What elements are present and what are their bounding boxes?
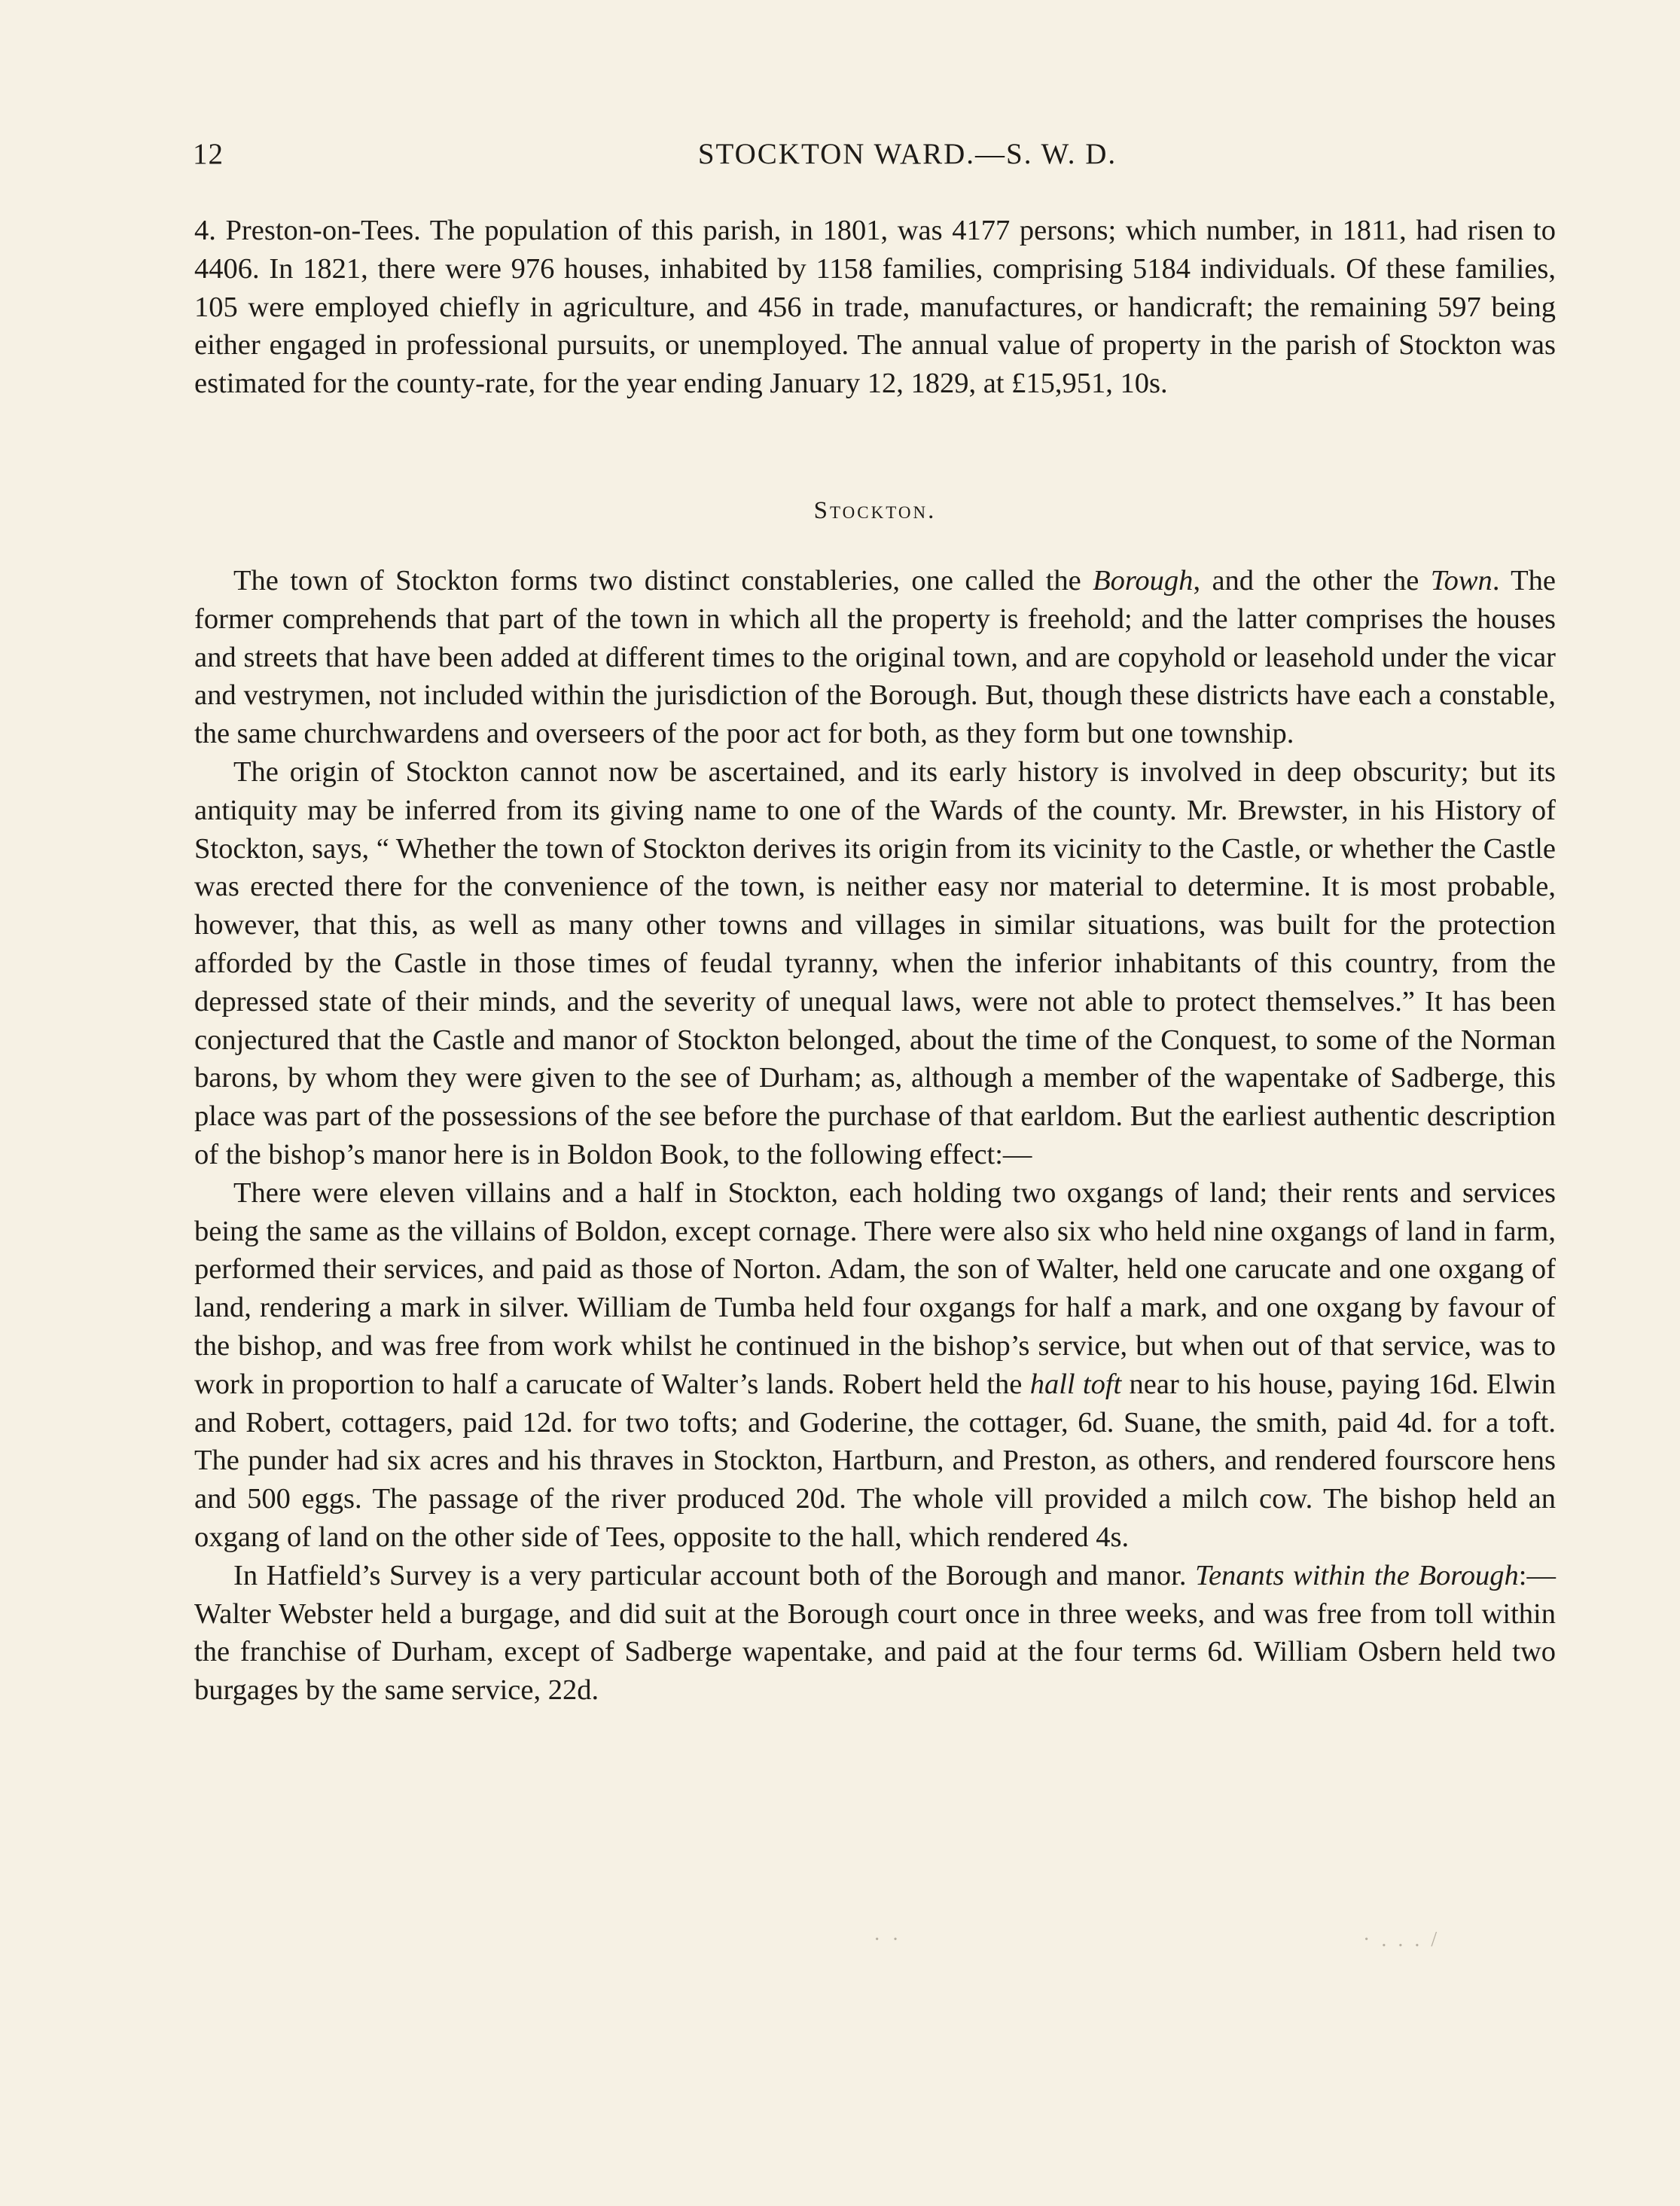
p3-text-b: near to his house, paying 16d. Elwin and Robert, cottagers, paid 12d. for two tofts; and Goderine, the cottager, 6d. Suane, the smith, paid 4d. for a toft. The punder had six acres and his thraves in Stockton, Hartburn, and Preston, as others, and rendered fourscore hens and 500 eggs. The passage of the river produced 20d. The whole vill provided a milch cow. The bishop held an oxgang of land on the other side of Tees, opposite to the hall, which rendered 4s. (194, 1368, 1556, 1553)
bleed-through-mark: · . . . / (1363, 1928, 1441, 1951)
p1-text-b: , and the other the (1193, 565, 1431, 597)
page-number: 12 (193, 138, 224, 170)
paragraph-origin: The origin of Stockton cannot now be ascertained, and its early history is involved in deep obscurity; but its antiquity may be inferred from its giving name to one of the Wards of the county. Mr. Brewster, in his History of Stockton, says, “ Whether the town of Stockton derives its origin from its vicinity to the Castle, or whether the Castle was erected there for the convenience of the town, is neither easy nor material to determine. It is most probable, however, that this, as well as many other towns and villages in similar situations, was built for the protection afforded by the Castle in those times of feudal tyranny, when the inferior inhabitants of this country, from the depressed state of their minds, and the severity of unequal laws, were not able to protect themselves.” It has been conjectured that the Castle and manor of Stockton belonged, about the time of the Conquest, to some of the Norman barons, by whom they were given to the see of Durham; as, although a member of the wapentake of Sadberge, this place was part of the possessions of the see before the purchase of that earldom. But the earliest authentic description of the bishop’s manor here is in Boldon Book, to the following effect:— (194, 755, 1556, 1170)
intro-paragraph: 4. Preston-on-Tees. The population of this parish, in 1801, was 4177 persons; which number, in 1811, had risen to 4406. In 1821, there were 976 houses, inhabited by 1158 families, comprising 5184 individuals. Of these families, 105 were employed chiefly in agriculture, and 456 in trade, manufactures, or handicraft; the remaining 597 being either engaged in professional pursuits, or unemployed. The annual value of property in the parish of Stockton was estimated for the county-rate, for the year ending January 12, 1829, at £15,951, 10s. (194, 215, 1556, 400)
p1-text-a: The town of Stockton forms two distinct constableries, one called the (233, 565, 1093, 597)
tenants-heading: Tenants within the Borough (1195, 1559, 1519, 1591)
paragraph-constableries (194, 562, 1556, 753)
bleed-through-mark: · · (874, 1928, 902, 1951)
hall-toft-term: hall toft (1029, 1368, 1122, 1400)
p4-text-b: :—Walter Webster held a burgage, and did suit at the Borough court once in three weeks, and was free from toll within the franchise of Durham, except of Sadberge wapentake, and paid at the four terms 6d. William Osbern held two burgages by the same service, 22d. (194, 1559, 1556, 1707)
paragraph-boldon-book (194, 1174, 1556, 1557)
borough-term: Borough (1093, 565, 1194, 597)
paragraph-hatfield-survey (194, 1557, 1556, 1710)
body-block (194, 562, 1556, 1710)
running-title: STOCKTON WARD.—S. W. D. (697, 138, 1117, 170)
p1-text-c: . The former comprehends that part of the town in which all the property is freehold; and the latter comprises the houses and streets that have been added at different times to the original town, and are copyhold or leasehold under the vicar and vestrymen, not included within the jurisdiction of the Borough. But, though these districts have each a constable, the same churchwardens and overseers of the poor act for both, as they form but one township. (194, 565, 1556, 750)
p4-text-a: In Hatfield’s Survey is a very particular account both of the Borough and manor. (233, 1559, 1196, 1591)
town-term: Town (1430, 565, 1492, 597)
intro-block (194, 212, 1556, 403)
p3-text-a: There were eleven villains and a half in Stockton, each holding two oxgangs of land; their rents and services being the same as the villains of Boldon, except cornage. There were also six who held nine oxgangs of land in farm, performed their services, and paid as those of Norton. Adam, the son of Walter, held one carucate and one oxgang of land, rendering a mark in silver. William de Tumba held four oxgangs for half a mark, and one oxgang by favour of the bishop, and was free from work whilst he continued in the bishop’s service, but when out of that service, was to work in proportion to half a carucate of Walter’s lands. Robert held the (194, 1176, 1556, 1400)
running-head (193, 137, 1554, 182)
section-heading: Stockton. (813, 497, 937, 524)
